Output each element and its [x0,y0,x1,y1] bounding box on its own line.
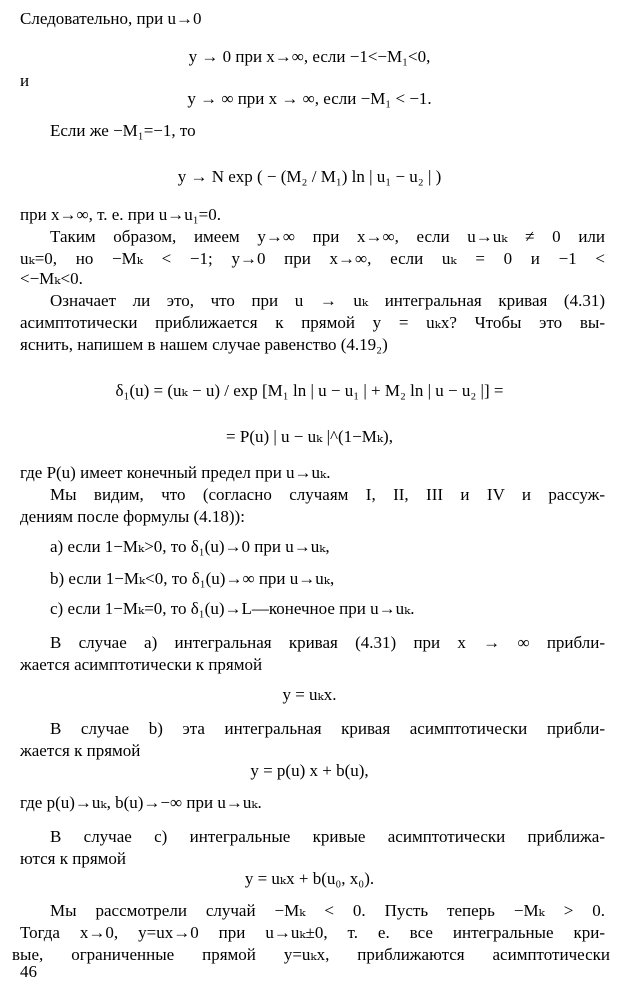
text-line: где p(u)→uₖ, b(u)→−∞ при u→uₖ. [20,793,262,812]
formula: y → ∞ при x → ∞, если −M₁ < −1. [187,89,432,108]
text-line: при x→∞, т. е. при u→u₁=0. [20,205,221,224]
formula: δ₁(u) = (uₖ − u) / exp [M₁ ln | u − u₁ | + M₂ ln | u − u₂ |] = [115,381,504,400]
formula: y = uₖx + b(u₀, x₀). [244,869,375,888]
formula: y → N exp ( − (M₂ / M₁) ln | u₁ − u₂ | ) [177,167,442,186]
text-line: Таким образом, имеем y→∞ при x→∞, если u→uₖ ≠ 0 или [50,227,605,246]
text-line: uₖ=0, но −Mₖ < −1; y→0 при x→∞, если uₖ = 0 и −1 < [20,249,605,268]
formula: y → 0 при x→∞, если −1<−M₁<0, [188,47,431,66]
text-line: Означает ли это, что при u → uₖ интегральная кривая (4.31) [50,291,605,310]
formula: y = p(u) x + b(u), [250,761,369,780]
text-line: и [20,71,30,90]
text-line: В случае b) эта интегральная кривая асимптотически прибли- [50,719,605,738]
list-item: a) если 1−Mₖ>0, то δ₁(u)→0 при u→uₖ, [50,537,330,556]
text-line: ются к прямой [20,849,127,868]
page-number: 46 [20,962,37,981]
text-line: дениям после формулы (4.18)): [20,507,245,526]
text-line: В случае c) интегральные кривые асимптотически приближа- [50,827,605,846]
text-line: жается к прямой [20,741,141,760]
text-line: яснить, напишем в нашем случае равенство (4.19₂) [20,335,388,354]
text-line: асимптотически приближается к прямой y = uₖx? Чтобы это вы- [20,313,605,332]
text-line: Мы рассмотрели случай −Mₖ < 0. Пусть теперь −Mₖ > 0. [50,901,605,920]
formula: y = uₖx. [282,685,337,704]
text-line: где P(u) имеет конечный предел при u→uₖ. [20,463,331,482]
text-line: Если же −M₁=−1, то [50,121,196,140]
list-item: b) если 1−Mₖ<0, то δ₁(u)→∞ при u→uₖ, [50,569,335,588]
text-line: жается асимптотически к прямой [20,655,263,674]
text-line: Тогда x→0, y=ux→0 при u→uₖ±0, т. е. все интегральные кри- [20,923,605,942]
text-line: <−Mₖ<0. [20,269,83,288]
formula: = P(u) | u − uₖ |^(1−Mₖ), [226,427,393,446]
text-line: Мы видим, что (согласно случаям I, II, III и IV и рассуж- [50,485,605,504]
text-line: Следовательно, при u→0 [20,9,202,28]
text-line: вые, ограниченные прямой y=uₖx, приближаются асимптотически [12,945,610,964]
list-item: c) если 1−Mₖ=0, то δ₁(u)→L—конечное при u→uₖ. [50,599,415,618]
text-line: В случае a) интегральная кривая (4.31) при x → ∞ прибли- [50,633,605,652]
